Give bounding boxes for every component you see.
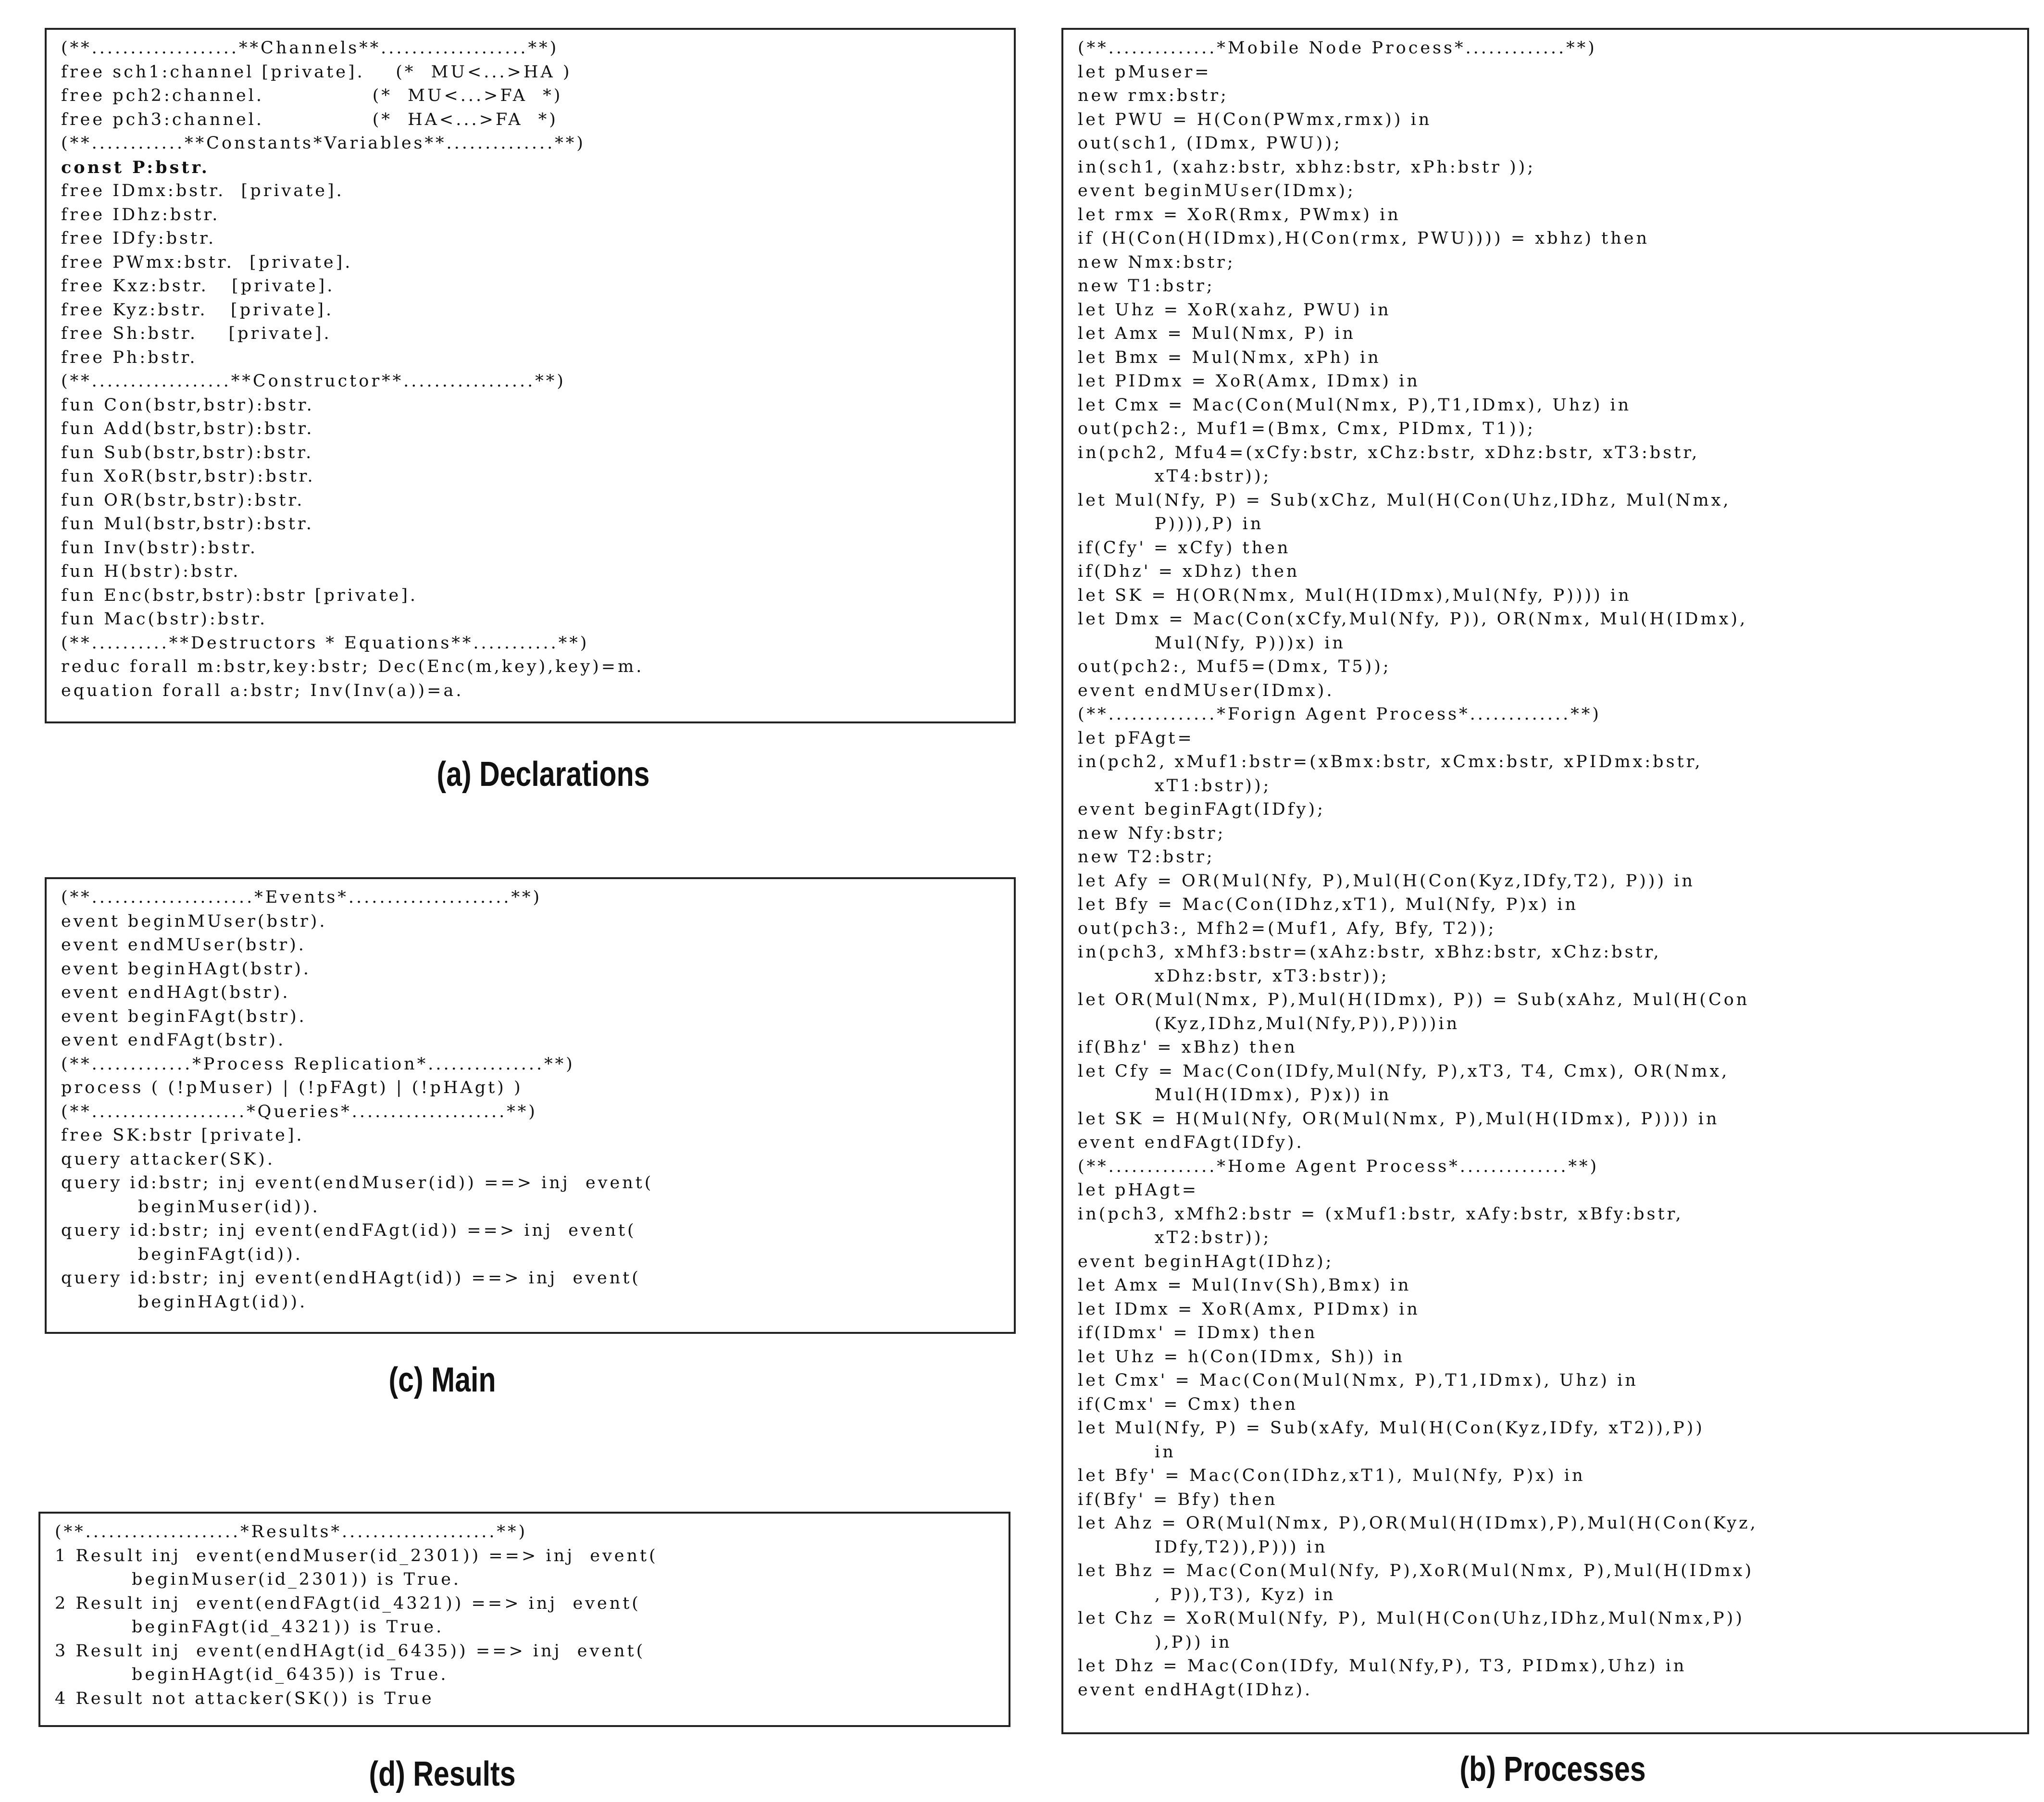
code-line: event beginFAgt(bstr). — [61, 1007, 307, 1026]
code-line: equation forall a:bstr; Inv(Inv(a))=a. — [61, 681, 464, 700]
code-line: in(pch2, xMuf1:bstr=(xBmx:bstr, xCmx:bstr, xPIDmx:bstr, — [1078, 752, 1703, 771]
code-line: in(pch3, xMhf3:bstr=(xAhz:bstr, xBhz:bstr, xChz:bstr, — [1078, 943, 1661, 962]
declarations-panel — [45, 28, 1016, 723]
code-line: fun Inv(bstr):bstr. — [61, 538, 258, 558]
code-line: fun Add(bstr,bstr):bstr. — [61, 419, 314, 438]
code-line: query attacker(SK). — [61, 1149, 275, 1169]
code-line: if(Bfy' = Bfy) then — [1078, 1490, 1278, 1509]
code-line: let Cmx' = Mac(Con(Mul(Nmx, P),T1,IDmx), Uhz) in — [1078, 1371, 1638, 1390]
code-line: query id:bstr; inj event(endMuser(id)) ==> inj event( — [61, 1173, 654, 1193]
code-line: , P)),T3), Kyz) in — [1155, 1585, 1336, 1604]
processes-panel — [1061, 28, 2029, 1734]
code-line: event beginHAgt(bstr). — [61, 959, 312, 979]
code-line: let rmx = XoR(Rmx, PWmx) in — [1078, 205, 1401, 224]
code-line: let Mul(Nfy, P) = Sub(xAfy, Mul(H(Con(Kyz,IDfy, xT2)),P)) — [1078, 1418, 1705, 1438]
code-line: new T1:bstr; — [1078, 276, 1215, 296]
code-line: fun XoR(bstr,bstr):bstr. — [61, 467, 315, 486]
code-line: let Amx = Mul(Nmx, P) in — [1078, 324, 1356, 343]
code-line: free IDhz:bstr. — [61, 205, 220, 224]
code-line: (**..........**Destructors * Equations**...........**) — [61, 633, 589, 653]
code-line: fun H(bstr):bstr. — [61, 562, 241, 581]
code-line: let Cfy = Mac(Con(IDfy,Mul(Nfy, P),xT3, T4, Cmx), OR(Nmx, — [1078, 1061, 1730, 1081]
code-line: if (H(Con(H(IDmx),H(Con(rmx, PWU)))) = xbhz) then — [1078, 229, 1650, 248]
code-line: query id:bstr; inj event(endHAgt(id)) ==> inj event( — [61, 1268, 641, 1288]
code-line: query id:bstr; inj event(endFAgt(id)) ==> inj event( — [61, 1221, 636, 1240]
code-line: beginFAgt(id)). — [138, 1244, 303, 1264]
caption-processes: (b) Processes — [1459, 1750, 1646, 1789]
code-line: beginMuser(id)). — [138, 1197, 320, 1217]
code-line: event beginFAgt(IDfy); — [1078, 800, 1325, 819]
code-line: fun Mul(bstr,bstr):bstr. — [61, 514, 314, 534]
code-line: free pch3:channel. (* HA<...>FA *) — [61, 110, 558, 129]
code-line: let pHAgt= — [1078, 1181, 1199, 1200]
code-line: beginFAgt(id_4321)) is True. — [132, 1617, 444, 1637]
code-line: process ( (!pMuser) | (!pFAgt) | (!pHAgt) ) — [61, 1078, 523, 1097]
code-line: xT2:bstr)); — [1155, 1228, 1271, 1247]
code-line: new rmx:bstr; — [1078, 86, 1229, 105]
code-line: let PWU = H(Con(PWmx,rmx)) in — [1078, 110, 1432, 129]
code-line: let Afy = OR(Mul(Nfy, P),Mul(H(Con(Kyz,IDfy,T2), P))) in — [1078, 871, 1695, 891]
code-line: out(pch3:, Mfh2=(Muf1, Afy, Bfy, T2)); — [1078, 919, 1496, 938]
code-line: free Kxz:bstr. [private]. — [61, 276, 335, 296]
code-line: let Ahz = OR(Mul(Nmx, P),OR(Mul(H(IDmx),P),Mul(H(Con(Kyz, — [1078, 1514, 1758, 1533]
code-line: let Bmx = Mul(Nmx, xPh) in — [1078, 348, 1381, 367]
code-line: in(pch3, xMfh2:bstr = (xMuf1:bstr, xAfy:bstr, xBfy:bstr, — [1078, 1204, 1683, 1224]
code-line: let Uhz = XoR(xahz, PWU) in — [1078, 300, 1391, 320]
code-line: xDhz:bstr, xT3:bstr)); — [1155, 966, 1389, 986]
code-line: if(Bhz' = xBhz) then — [1078, 1038, 1297, 1057]
code-line: (**............**Constants*Variables**..............**) — [61, 134, 586, 153]
code-line: 3 Result inj event(endHAgt(id_6435)) ==> inj event( — [55, 1641, 646, 1661]
code-line: out(pch2:, Muf1=(Bmx, Cmx, PIDmx, T1)); — [1078, 419, 1535, 438]
code-line: free Kyz:bstr. [private]. — [61, 300, 334, 320]
code-line: if(Dhz' = xDhz) then — [1078, 562, 1300, 581]
code-line: let Bfy = Mac(Con(IDhz,xT1), Mul(Nfy, P)x) in — [1078, 895, 1579, 914]
code-line: let SK = H(Mul(Nfy, OR(Mul(Nmx, P),Mul(H(IDmx), P)))) in — [1078, 1109, 1720, 1129]
code-line: let Bhz = Mac(Con(Mul(Nfy, P),XoR(Mul(Nmx, P),Mul(H(IDmx) — [1078, 1561, 1754, 1580]
code-line: out(pch2:, Muf5=(Dmx, T5)); — [1078, 657, 1391, 676]
code-line: new Nmx:bstr; — [1078, 252, 1235, 272]
code-line: event endHAgt(IDhz). — [1078, 1680, 1313, 1700]
code-line: let Bfy' = Mac(Con(IDhz,xT1), Mul(Nfy, P)x) in — [1078, 1466, 1585, 1485]
code-line: in(pch2, Mfu4=(xCfy:bstr, xChz:bstr, xDhz:bstr, xT3:bstr, — [1078, 443, 1700, 462]
code-line: new Nfy:bstr; — [1078, 823, 1226, 843]
code-line: 4 Result not attacker(SK()) is True — [55, 1689, 434, 1708]
main-panel — [45, 877, 1016, 1334]
code-line: event endFAgt(bstr). — [61, 1031, 286, 1050]
code-line: beginMuser(id_2301)) is True. — [132, 1570, 461, 1589]
code-line: if(IDmx' = IDmx) then — [1078, 1323, 1318, 1342]
code-line: P)))),P) in — [1155, 514, 1264, 534]
code-line: event beginMUser(bstr). — [61, 911, 327, 931]
code-line: fun OR(bstr,bstr):bstr. — [61, 490, 305, 510]
caption-main: (c) Main — [388, 1361, 496, 1399]
code-line: fun Mac(bstr):bstr. — [61, 609, 268, 629]
code-line: let Dmx = Mac(Con(xCfy,Mul(Nfy, P)), OR(Nmx, Mul(H(IDmx), — [1078, 609, 1748, 629]
code-line: (**.....................*Events*.....................**) — [61, 888, 542, 907]
code-line: event beginHAgt(IDhz); — [1078, 1252, 1334, 1271]
code-line: beginHAgt(id_6435)) is True. — [132, 1665, 449, 1684]
code-line: Mul(H(IDmx), P)x)) in — [1155, 1085, 1392, 1105]
code-line: (Kyz,IDhz,Mul(Nfy,P)),P)))in — [1155, 1014, 1460, 1033]
code-line: free IDmx:bstr. [private]. — [61, 181, 344, 200]
code-line: event endHAgt(bstr). — [61, 983, 290, 1002]
code-line: (**...................**Channels**...................**) — [61, 38, 559, 58]
code-line: in(sch1, (xahz:bstr, xbhz:bstr, xPh:bstr )); — [1078, 157, 1536, 177]
code-line: free SK:bstr [private]. — [61, 1126, 304, 1145]
code-line: free PWmx:bstr. [private]. — [61, 252, 353, 272]
code-line: (**.............*Process Replication*...............**) — [61, 1054, 575, 1074]
results-panel — [38, 1512, 1010, 1727]
code-line: (**..............*Forign Agent Process*.............**) — [1078, 705, 1601, 724]
code-line: event endMUser(bstr). — [61, 935, 306, 955]
code-line: if(Cmx' = Cmx) then — [1078, 1394, 1298, 1414]
code-line: free sch1:channel [private]. (* MU<...>HA ) — [61, 62, 572, 82]
code-line: let Cmx = Mac(Con(Mul(Nmx, P),T1,IDmx), Uhz) in — [1078, 395, 1632, 415]
code-line: free Sh:bstr. [private]. — [61, 324, 332, 343]
code-line: fun Enc(bstr,bstr):bstr [private]. — [61, 585, 418, 605]
code-line: (**..................**Constructor**.................**) — [61, 372, 566, 391]
code-line: 2 Result inj event(endFAgt(id_4321)) ==> inj event( — [55, 1593, 641, 1613]
code-line: let OR(Mul(Nmx, P),Mul(H(IDmx), P)) = Sub(xAhz, Mul(H(Con — [1078, 990, 1750, 1009]
code-line: (**..............*Mobile Node Process*.............**) — [1078, 38, 1597, 58]
code-line: let pMuser= — [1078, 62, 1211, 82]
code-line: reduc forall m:bstr,key:bstr; Dec(Enc(m,key),key)=m. — [61, 657, 644, 676]
code-line: event endMUser(IDmx). — [1078, 681, 1334, 700]
caption-results: (d) Results — [369, 1755, 516, 1793]
code-line: beginHAgt(id)). — [138, 1292, 308, 1312]
code-line: if(Cfy' = xCfy) then — [1078, 538, 1291, 558]
code-line: (**....................*Results*....................**) — [55, 1522, 528, 1541]
code-line: Mul(Nfy, P)))x) in — [1155, 633, 1346, 653]
code-line: let PIDmx = XoR(Amx, IDmx) in — [1078, 372, 1420, 391]
code-line: let Amx = Mul(Inv(Sh),Bmx) in — [1078, 1276, 1411, 1295]
code-line: free Ph:bstr. — [61, 348, 198, 367]
code-line: (**....................*Queries*....................**) — [61, 1102, 537, 1121]
code-line: out(sch1, (IDmx, PWU)); — [1078, 134, 1342, 153]
code-line: xT4:bstr)); — [1155, 467, 1271, 486]
code-line: 1 Result inj event(endMuser(id_2301)) ==> inj event( — [55, 1546, 658, 1566]
code-line: let Dhz = Mac(Con(IDfy, Mul(Nfy,P), T3, PIDmx),Uhz) in — [1078, 1656, 1687, 1676]
code-line: (**..............*Home Agent Process*..............**) — [1078, 1156, 1599, 1176]
code-line: fun Con(bstr,bstr):bstr. — [61, 395, 314, 415]
code-line: ),P)) in — [1155, 1632, 1232, 1652]
code-line: xT1:bstr)); — [1155, 776, 1271, 795]
code-line: new T2:bstr; — [1078, 847, 1215, 867]
code-line: let IDmx = XoR(Amx, PIDmx) in — [1078, 1299, 1420, 1319]
code-line: free IDfy:bstr. — [61, 229, 216, 248]
code-line: let SK = H(OR(Nmx, Mul(H(IDmx),Mul(Nfy, P)))) in — [1078, 585, 1632, 605]
code-line: in — [1155, 1442, 1176, 1462]
code-line: const P:bstr. — [61, 157, 210, 177]
code-line: IDfy,T2)),P))) in — [1155, 1537, 1328, 1557]
caption-declarations: (a) Declarations — [436, 755, 650, 794]
code-line: free pch2:channel. (* MU<...>FA *) — [61, 86, 563, 105]
code-line: let pFAgt= — [1078, 728, 1194, 748]
code-line: let Mul(Nfy, P) = Sub(xChz, Mul(H(Con(Uhz,IDhz, Mul(Nmx, — [1078, 490, 1731, 510]
code-line: let Uhz = h(Con(IDmx, Sh)) in — [1078, 1347, 1405, 1367]
code-line: event endFAgt(IDfy). — [1078, 1133, 1304, 1152]
code-line: fun Sub(bstr,bstr):bstr. — [61, 443, 314, 462]
code-line: let Chz = XoR(Mul(Nfy, P), Mul(H(Con(Uhz,IDhz,Mul(Nmx,P)) — [1078, 1609, 1745, 1628]
code-line: event beginMUser(IDmx); — [1078, 181, 1356, 200]
